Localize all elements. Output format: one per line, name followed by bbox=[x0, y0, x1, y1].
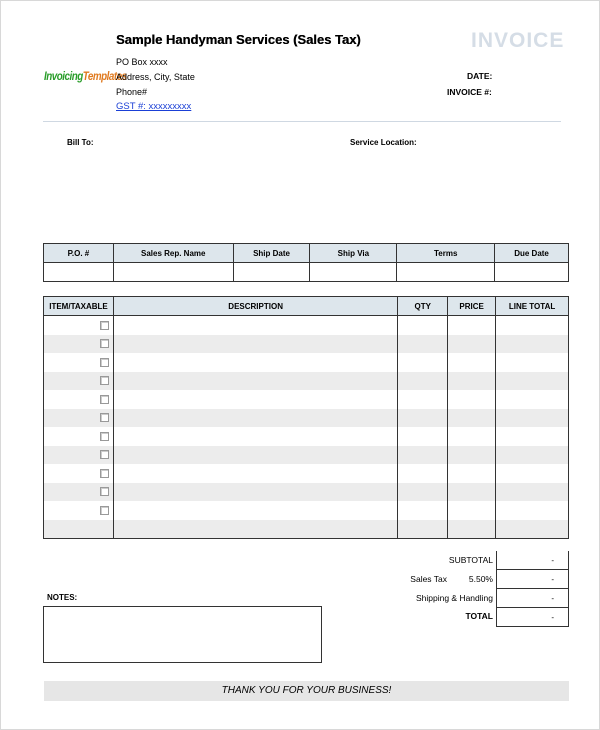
item-cell[interactable] bbox=[44, 372, 114, 391]
description-cell[interactable] bbox=[113, 520, 397, 539]
taxable-checkbox[interactable] bbox=[100, 376, 109, 385]
price-cell[interactable] bbox=[448, 446, 496, 465]
description-cell[interactable] bbox=[113, 446, 397, 465]
description-cell[interactable] bbox=[113, 501, 397, 520]
line-total-cell[interactable] bbox=[496, 335, 569, 354]
taxable-checkbox[interactable] bbox=[100, 413, 109, 422]
order-data-row bbox=[44, 263, 569, 282]
description-cell[interactable] bbox=[113, 464, 397, 483]
ship-date-cell[interactable] bbox=[233, 263, 310, 282]
logo-part-1: Invoicing bbox=[44, 69, 83, 83]
sales-rep-header: Sales Rep. Name bbox=[113, 244, 233, 263]
subtotal-value: - bbox=[496, 551, 569, 570]
sales-rep-cell[interactable] bbox=[113, 263, 233, 282]
sales-tax-value: - bbox=[496, 570, 569, 589]
table-row bbox=[44, 390, 569, 409]
qty-cell[interactable] bbox=[398, 316, 448, 335]
description-cell[interactable] bbox=[113, 483, 397, 502]
qty-cell[interactable] bbox=[398, 483, 448, 502]
line-total-cell[interactable] bbox=[496, 464, 569, 483]
service-location-label: Service Location: bbox=[350, 138, 417, 147]
taxable-checkbox[interactable] bbox=[100, 321, 109, 330]
bill-to-label: Bill To: bbox=[67, 138, 94, 147]
qty-cell[interactable] bbox=[398, 353, 448, 372]
terms-header: Terms bbox=[397, 244, 495, 263]
thank-you-banner: THANK YOU FOR YOUR BUSINESS! bbox=[44, 681, 569, 701]
notes-label: NOTES: bbox=[47, 593, 78, 602]
qty-header: QTY bbox=[398, 297, 448, 316]
price-cell[interactable] bbox=[448, 353, 496, 372]
items-body bbox=[44, 316, 569, 539]
qty-cell[interactable] bbox=[398, 427, 448, 446]
item-cell[interactable] bbox=[44, 316, 114, 335]
description-cell[interactable] bbox=[113, 427, 397, 446]
table-row bbox=[44, 464, 569, 483]
description-cell[interactable] bbox=[113, 390, 397, 409]
line-total-cell[interactable] bbox=[496, 372, 569, 391]
table-row bbox=[44, 409, 569, 428]
qty-cell[interactable] bbox=[398, 372, 448, 391]
date-label: DATE: bbox=[467, 71, 493, 81]
taxable-checkbox[interactable] bbox=[100, 432, 109, 441]
line-total-cell[interactable] bbox=[496, 483, 569, 502]
invoice-number-label: INVOICE #: bbox=[447, 87, 492, 97]
line-total-cell[interactable] bbox=[496, 520, 569, 539]
shipping-value[interactable]: - bbox=[496, 589, 569, 608]
item-cell[interactable] bbox=[44, 483, 114, 502]
line-total-cell[interactable] bbox=[496, 501, 569, 520]
items-header-row bbox=[44, 297, 569, 316]
notes-box[interactable] bbox=[43, 606, 322, 663]
due-date-header: Due Date bbox=[495, 244, 569, 263]
table-row bbox=[44, 353, 569, 372]
table-row bbox=[44, 501, 569, 520]
price-cell[interactable] bbox=[448, 464, 496, 483]
qty-cell[interactable] bbox=[398, 501, 448, 520]
address-line-2: Address, City, State bbox=[116, 72, 195, 82]
description-cell[interactable] bbox=[113, 335, 397, 354]
price-cell[interactable] bbox=[448, 390, 496, 409]
line-total-cell[interactable] bbox=[496, 353, 569, 372]
company-logo bbox=[44, 69, 127, 83]
price-cell[interactable] bbox=[448, 409, 496, 428]
line-total-header: LINE TOTAL bbox=[496, 297, 569, 316]
gst-link[interactable]: GST #: xxxxxxxxx bbox=[116, 101, 192, 112]
item-cell[interactable] bbox=[44, 390, 114, 409]
line-total-cell[interactable] bbox=[496, 409, 569, 428]
item-cell[interactable] bbox=[44, 427, 114, 446]
price-cell[interactable] bbox=[448, 316, 496, 335]
description-cell[interactable] bbox=[113, 316, 397, 335]
price-cell[interactable] bbox=[448, 520, 496, 539]
line-items-table bbox=[43, 296, 569, 539]
subtotal-label: SUBTOTAL bbox=[448, 555, 493, 565]
po-cell[interactable] bbox=[44, 263, 114, 282]
line-total-cell[interactable] bbox=[496, 446, 569, 465]
table-row bbox=[44, 446, 569, 465]
item-taxable-header: ITEM/TAXABLE bbox=[44, 297, 114, 316]
shipping-label: Shipping & Handling bbox=[415, 593, 493, 603]
table-row bbox=[44, 483, 569, 502]
order-header-row bbox=[44, 244, 569, 263]
price-cell[interactable] bbox=[448, 335, 496, 354]
sales-tax-label: Sales Tax bbox=[410, 574, 447, 584]
sales-tax-rate[interactable]: 5.50% bbox=[468, 574, 493, 584]
logo-part-2: Templates bbox=[82, 69, 127, 83]
taxable-checkbox[interactable] bbox=[100, 339, 109, 348]
description-header: DESCRIPTION bbox=[113, 297, 397, 316]
taxable-checkbox[interactable] bbox=[100, 450, 109, 459]
address-line-1: PO Box xxxx bbox=[116, 57, 168, 67]
ship-via-cell[interactable] bbox=[310, 263, 397, 282]
table-row bbox=[44, 520, 569, 539]
header-divider bbox=[43, 121, 561, 122]
invoice-title: INVOICE bbox=[471, 29, 565, 52]
company-name: Sample Handyman Services (Sales Tax) bbox=[116, 32, 361, 47]
line-total-cell[interactable] bbox=[496, 316, 569, 335]
taxable-checkbox[interactable] bbox=[100, 358, 109, 367]
ship-via-header: Ship Via bbox=[310, 244, 397, 263]
table-row bbox=[44, 335, 569, 354]
due-date-cell[interactable] bbox=[495, 263, 569, 282]
terms-cell[interactable] bbox=[397, 263, 495, 282]
ship-date-header: Ship Date bbox=[233, 244, 310, 263]
qty-cell[interactable] bbox=[398, 446, 448, 465]
total-value: - bbox=[496, 608, 569, 627]
table-row bbox=[44, 372, 569, 391]
line-total-cell[interactable] bbox=[496, 390, 569, 409]
price-header: PRICE bbox=[448, 297, 496, 316]
po-header: P.O. # bbox=[44, 244, 114, 263]
item-cell[interactable] bbox=[44, 464, 114, 483]
taxable-checkbox[interactable] bbox=[100, 395, 109, 404]
description-cell[interactable] bbox=[113, 372, 397, 391]
qty-cell[interactable] bbox=[398, 409, 448, 428]
qty-cell[interactable] bbox=[398, 464, 448, 483]
qty-cell[interactable] bbox=[398, 390, 448, 409]
description-cell[interactable] bbox=[113, 409, 397, 428]
price-cell[interactable] bbox=[448, 501, 496, 520]
item-cell[interactable] bbox=[44, 520, 114, 539]
address-line-3: Phone# bbox=[116, 87, 148, 97]
item-cell[interactable] bbox=[44, 409, 114, 428]
table-row bbox=[44, 427, 569, 446]
line-total-cell[interactable] bbox=[496, 427, 569, 446]
taxable-checkbox[interactable] bbox=[100, 469, 109, 478]
taxable-checkbox[interactable] bbox=[100, 487, 109, 496]
table-row bbox=[44, 316, 569, 335]
price-cell[interactable] bbox=[448, 427, 496, 446]
qty-cell[interactable] bbox=[398, 335, 448, 354]
item-cell[interactable] bbox=[44, 353, 114, 372]
total-label: TOTAL bbox=[465, 611, 493, 621]
description-cell[interactable] bbox=[113, 353, 397, 372]
item-cell[interactable] bbox=[44, 446, 114, 465]
price-cell[interactable] bbox=[448, 372, 496, 391]
item-cell[interactable] bbox=[44, 335, 114, 354]
qty-cell[interactable] bbox=[398, 520, 448, 539]
taxable-checkbox[interactable] bbox=[100, 506, 109, 515]
price-cell[interactable] bbox=[448, 483, 496, 502]
item-cell[interactable] bbox=[44, 501, 114, 520]
order-info-table bbox=[43, 243, 569, 282]
